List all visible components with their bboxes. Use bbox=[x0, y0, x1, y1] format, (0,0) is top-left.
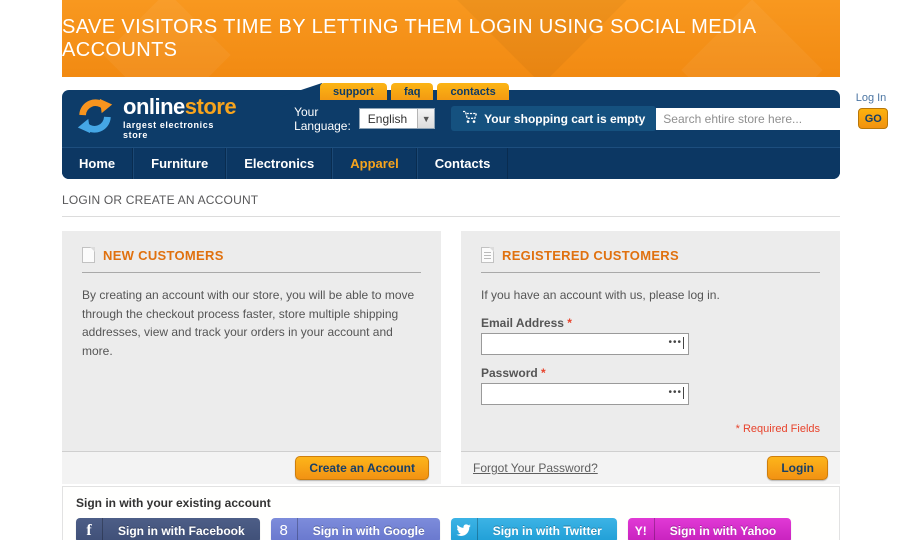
email-field[interactable] bbox=[481, 333, 689, 355]
store-logo[interactable] bbox=[74, 95, 236, 142]
login-button[interactable]: Login bbox=[767, 456, 828, 480]
login-intro-text: If you have an account with us, please log in. bbox=[481, 288, 720, 302]
account-panels bbox=[62, 231, 840, 484]
twitter-icon bbox=[451, 518, 478, 540]
nav-item-contacts[interactable]: Contacts bbox=[417, 148, 509, 179]
social-signin-title: Sign in with your existing account bbox=[76, 496, 271, 510]
registered-customers-header bbox=[481, 247, 820, 273]
facebook-icon: f bbox=[76, 518, 103, 540]
nav-item-electronics[interactable]: Electronics bbox=[226, 148, 332, 179]
new-customers-footer bbox=[62, 451, 441, 484]
forgot-password-link[interactable]: Forgot Your Password? bbox=[473, 461, 598, 475]
main-nav bbox=[62, 147, 840, 179]
twitter-signin-button[interactable]: Sign in with Twitter bbox=[451, 518, 617, 540]
new-customers-text: By creating an account with our store, you will be able to move through the checkout process faster, store multiple shipping addresses, view and track your orders in your account and more. bbox=[82, 288, 415, 358]
nav-item-apparel[interactable]: Apparel bbox=[332, 148, 416, 179]
autofill-dots: ••• bbox=[668, 386, 682, 398]
registered-customers-footer bbox=[461, 451, 840, 484]
new-customers-header bbox=[82, 247, 421, 273]
nav-item-home[interactable]: Home bbox=[62, 148, 133, 179]
password-field[interactable] bbox=[481, 383, 689, 405]
logo-name-secondary: store bbox=[184, 94, 237, 119]
chevron-down-icon: ▼ bbox=[417, 109, 434, 128]
autofill-dots: ••• bbox=[668, 336, 682, 348]
tab-contacts[interactable]: contacts bbox=[437, 83, 508, 100]
language-select[interactable] bbox=[359, 108, 435, 129]
blank-document-icon bbox=[82, 247, 95, 263]
search-area bbox=[656, 91, 888, 130]
registered-customers-panel bbox=[461, 231, 840, 484]
logo-name-primary: online bbox=[123, 94, 185, 119]
nav-item-furniture[interactable]: Furniture bbox=[133, 148, 226, 179]
registered-customers-title: REGISTERED CUSTOMERS bbox=[502, 247, 679, 263]
language-area bbox=[294, 105, 435, 133]
facebook-signin-button[interactable]: f Sign in with Facebook bbox=[76, 518, 260, 540]
required-asterisk: * bbox=[567, 315, 572, 330]
logo-tagline: largest electronics store bbox=[123, 120, 214, 140]
login-link[interactable]: Log In bbox=[855, 91, 887, 104]
promo-banner bbox=[62, 0, 840, 77]
language-label: Your Language: bbox=[294, 104, 351, 133]
logo-text bbox=[123, 94, 237, 140]
shopping-cart-icon bbox=[462, 110, 478, 127]
google-icon: 8 bbox=[271, 518, 298, 540]
social-signin-bar bbox=[62, 486, 840, 540]
utility-tabs bbox=[320, 83, 509, 100]
banner-text: SAVE VISITORS TIME BY LETTING THEM LOGIN USING SOCIAL MEDIA ACCOUNTS bbox=[62, 15, 756, 61]
yahoo-icon: Y! bbox=[628, 518, 655, 540]
page-title: LOGIN OR CREATE AN ACCOUNT bbox=[62, 193, 259, 207]
required-fields-note: * Required Fields bbox=[735, 422, 820, 435]
search-input[interactable] bbox=[656, 108, 854, 130]
tab-faq[interactable]: faq bbox=[391, 83, 434, 100]
refresh-arrows-icon bbox=[74, 95, 116, 142]
title-divider bbox=[62, 216, 840, 217]
social-buttons-row bbox=[76, 518, 826, 540]
email-label: Email Address * bbox=[481, 315, 572, 330]
cart-status-text: Your shopping cart is empty bbox=[484, 111, 646, 126]
cart-status[interactable] bbox=[451, 106, 656, 131]
required-asterisk: * bbox=[541, 365, 546, 380]
lined-document-icon bbox=[481, 247, 494, 263]
tab-support[interactable]: support bbox=[320, 83, 387, 100]
google-signin-button[interactable]: 8 Sign in with Google bbox=[271, 518, 440, 540]
create-account-button[interactable]: Create an Account bbox=[295, 456, 429, 480]
new-customers-title: NEW CUSTOMERS bbox=[103, 247, 224, 263]
site-header bbox=[62, 86, 887, 179]
password-label: Password * bbox=[481, 365, 546, 380]
new-customers-panel bbox=[62, 231, 441, 484]
language-selected-value: English bbox=[367, 111, 408, 126]
yahoo-signin-button[interactable]: Y! Sign in with Yahoo bbox=[628, 518, 791, 540]
search-go-button[interactable]: GO bbox=[858, 108, 888, 129]
